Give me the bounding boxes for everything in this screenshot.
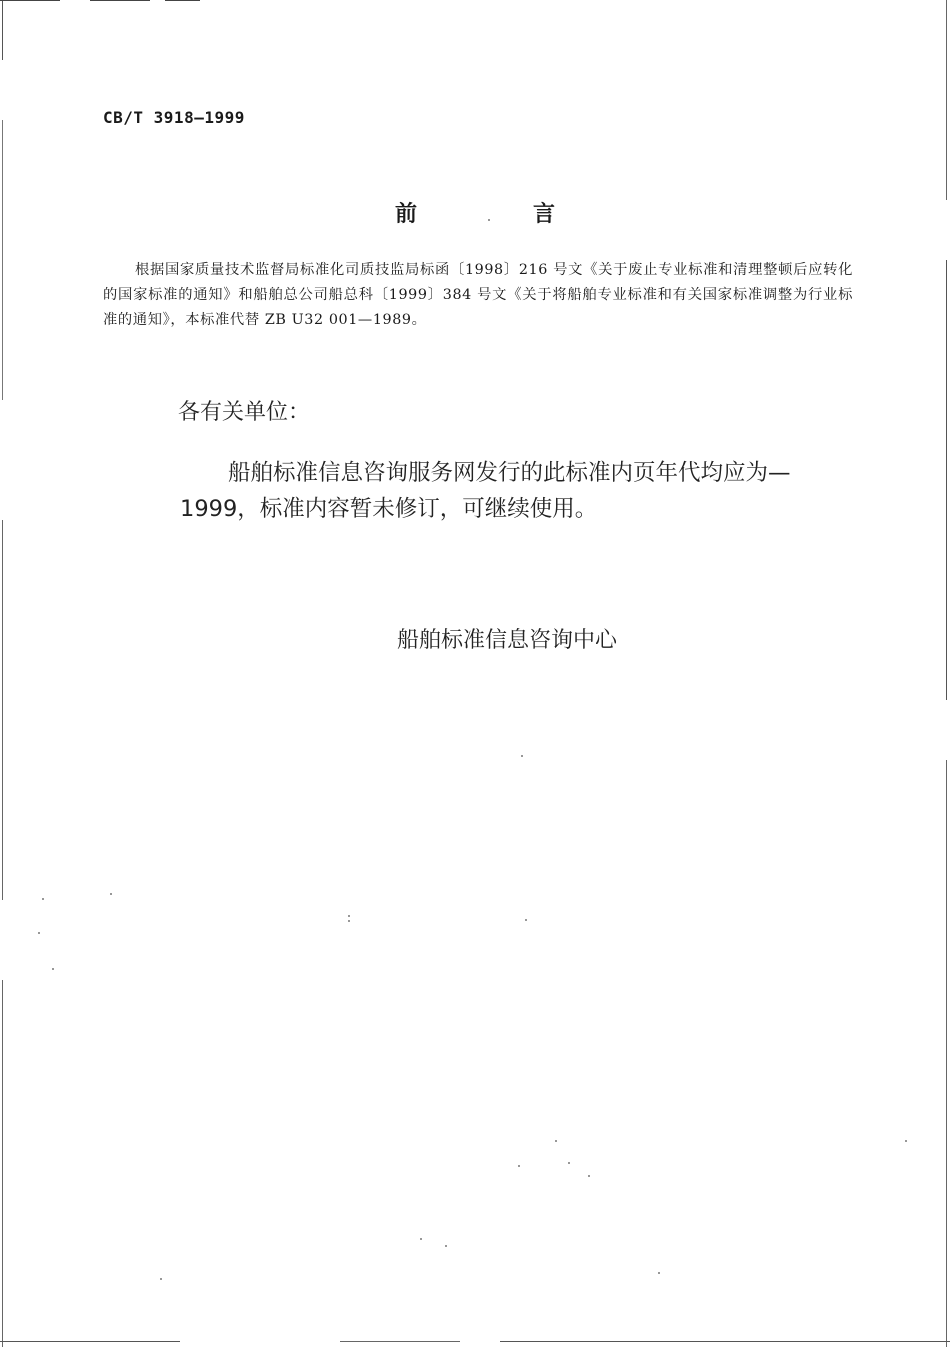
- standard-code: CB/T 3918—1999: [103, 108, 245, 127]
- notice-signature: 船舶标准信息咨询中心: [397, 628, 618, 653]
- scan-speck: [38, 932, 40, 934]
- notice-body: 船舶标准信息咨询服务网发行的此标准内页年代均应为—1999，标准内容暂未修订，可继续使用。: [180, 460, 791, 522]
- scan-speck: [488, 219, 490, 221]
- scan-speck: [445, 1245, 447, 1247]
- foreword-heading: [395, 197, 555, 228]
- scan-speck: [658, 1272, 660, 1274]
- scan-speck: [521, 755, 523, 757]
- scan-speck: [905, 1140, 907, 1142]
- foreword-paragraph: 根据国家质量技术监督局标准化司质技监局标函〔1998〕216 号文《关于废止专业标准和清理整顿后应转化的国家标准的通知》和船舶总公司船总科〔1999〕384 号文《关于将船舶专业标准和有关国家标准调整为行业标准的通知》，本标准代替 ZB U32 001—1989。: [103, 262, 853, 328]
- scan-speck: [348, 915, 350, 917]
- scan-speck: [52, 968, 54, 970]
- scan-speck: [518, 1165, 520, 1167]
- heading-char-2: 言: [532, 201, 555, 227]
- scan-edge-bottom: [0, 1341, 950, 1342]
- scan-speck: [525, 919, 527, 921]
- scan-speck: [42, 898, 44, 900]
- notice-salutation: 各有关单位：: [178, 400, 311, 425]
- scan-speck: [420, 1238, 422, 1240]
- heading-char-1: 前: [395, 201, 418, 227]
- scan-edge-top: [0, 0, 950, 1]
- scan-edge-left: [2, 0, 3, 1347]
- scan-speck: [160, 1278, 162, 1280]
- scan-speck: [568, 1162, 570, 1164]
- scan-speck: [110, 893, 112, 895]
- scan-speck: [555, 1140, 557, 1142]
- scan-speck: [588, 1175, 590, 1177]
- scan-edge-right: [946, 0, 947, 1347]
- scan-speck: [348, 920, 350, 922]
